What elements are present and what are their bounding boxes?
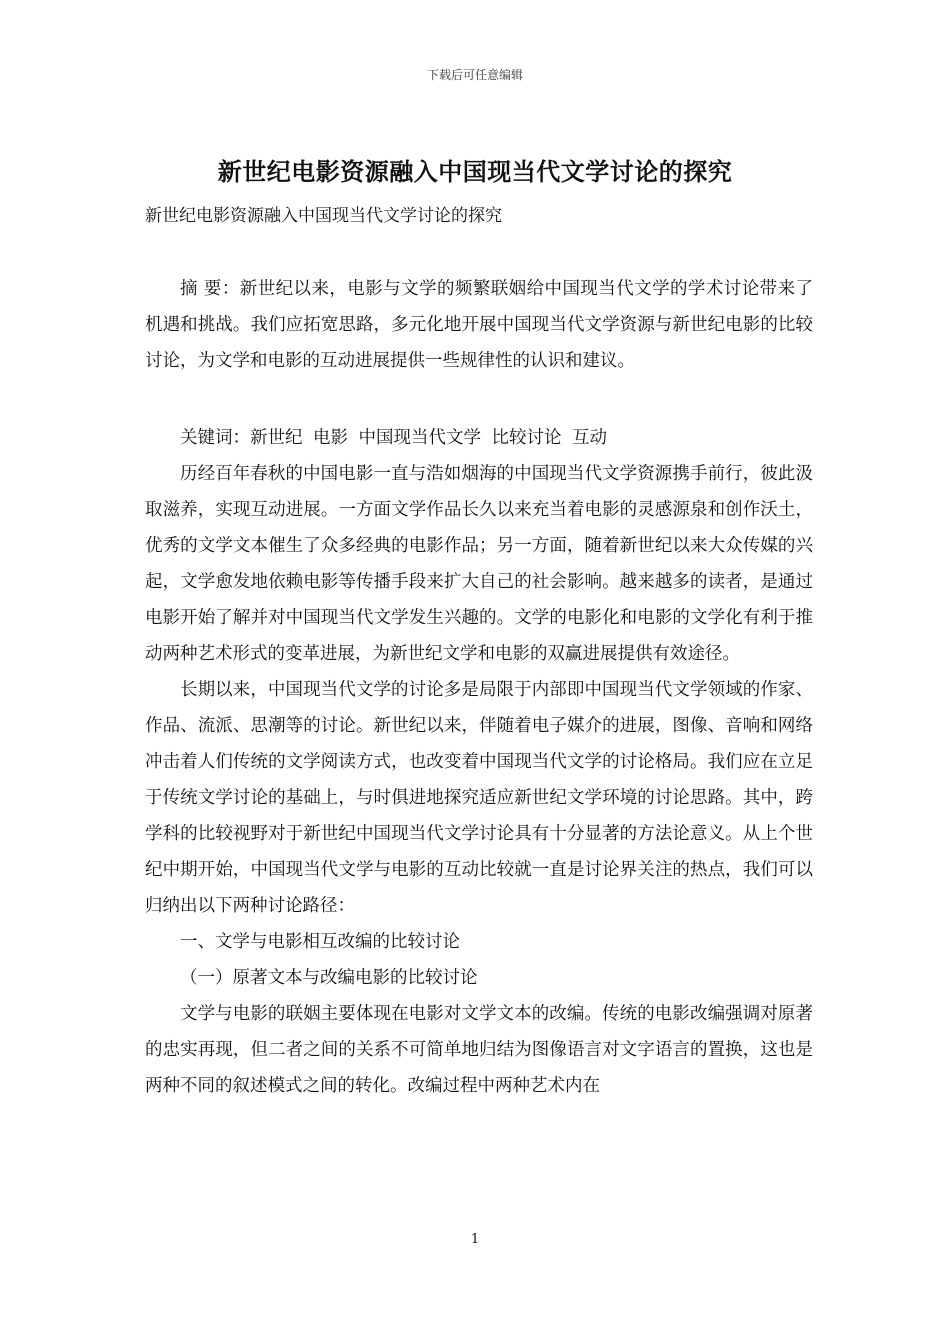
abstract-paragraph: 摘 要：新世纪以来，电影与文学的频繁联姻给中国现当代文学的学术讨论带来了机遇和挑战。我们应拓宽思路，多元化地开展中国现当代文学资源与新世纪电影的比较讨论，为文学和电影的互动进展提供一些规律性的认识和建议。 xyxy=(145,279,813,371)
keyword-item: 比较讨论 xyxy=(491,428,562,448)
body-paragraph: 长期以来，中国现当代文学的讨论多是局限于内部即中国现当代文学领域的作家、作品、流派、思潮等的讨论。新世纪以来，伴随着电子媒介的进展，图像、音响和网络冲击着人们传统的文学阅读方式，也改变着中国现当代文学的讨论格局。我们应在立足于传统文学讨论的基础上，与时俱进地探究适应新世纪文学环境的讨论思路。其中，跨学科的比较视野对于新世纪中国现当代文学讨论具有十分显著的方法论意义。从上个世纪中期开始，中国现当代文学与电影的互动比较就一直是讨论界关注的热点，我们可以归纳出以下两种讨论路径： xyxy=(145,680,813,916)
page-header-note: 下载后可任意编辑 xyxy=(426,68,523,82)
main-body xyxy=(145,456,813,1104)
document-subtitle: 新世纪电影资源融入中国现当代文学讨论的探究 xyxy=(145,206,502,226)
body-paragraph: 文学与电影的联姻主要体现在电影对文学文本的改编。传统的电影改编强调对原著的忠实再现，但二者之间的关系不可简单地归结为图像语言对文字语言的置换，这也是两种不同的叙述模式之间的转化。改编过程中两种艺术内在 xyxy=(145,1004,813,1096)
keyword-item: 新世纪 xyxy=(250,428,303,448)
keyword-item: 电影 xyxy=(313,428,348,448)
keywords-section xyxy=(145,420,813,456)
keyword-item: 互动 xyxy=(572,428,607,448)
abstract-section xyxy=(145,271,813,379)
keywords-line xyxy=(145,420,813,456)
subsection-heading: （一）原著文本与改编电影的比较讨论 xyxy=(180,968,478,988)
page-number: 1 xyxy=(470,1232,480,1247)
section-heading: 一、文学与电影相互改编的比较讨论 xyxy=(180,932,460,952)
keywords-label: 关键词： xyxy=(180,428,250,448)
keyword-item: 中国现当代文学 xyxy=(358,428,481,448)
document-title: 新世纪电影资源融入中国现当代文学讨论的探究 xyxy=(217,157,733,186)
body-paragraph: 历经百年春秋的中国电影一直与浩如烟海的中国现当代文学资源携手前行，彼此汲取滋养，实现互动进展。一方面文学作品长久以来充当着电影的灵感源泉和创作沃土，优秀的文学文本催生了众多经典的电影作品；另一方面，随着新世纪以来大众传媒的兴起，文学愈发地依赖电影等传播手段来扩大自己的社会影响。越来越多的读者，是通过电影开始了解并对中国现当代文学发生兴趣的。文学的电影化和电影的文学化有利于推动两种艺术形式的变革进展，为新世纪文学和电影的双赢进展提供有效途径。 xyxy=(145,464,813,664)
